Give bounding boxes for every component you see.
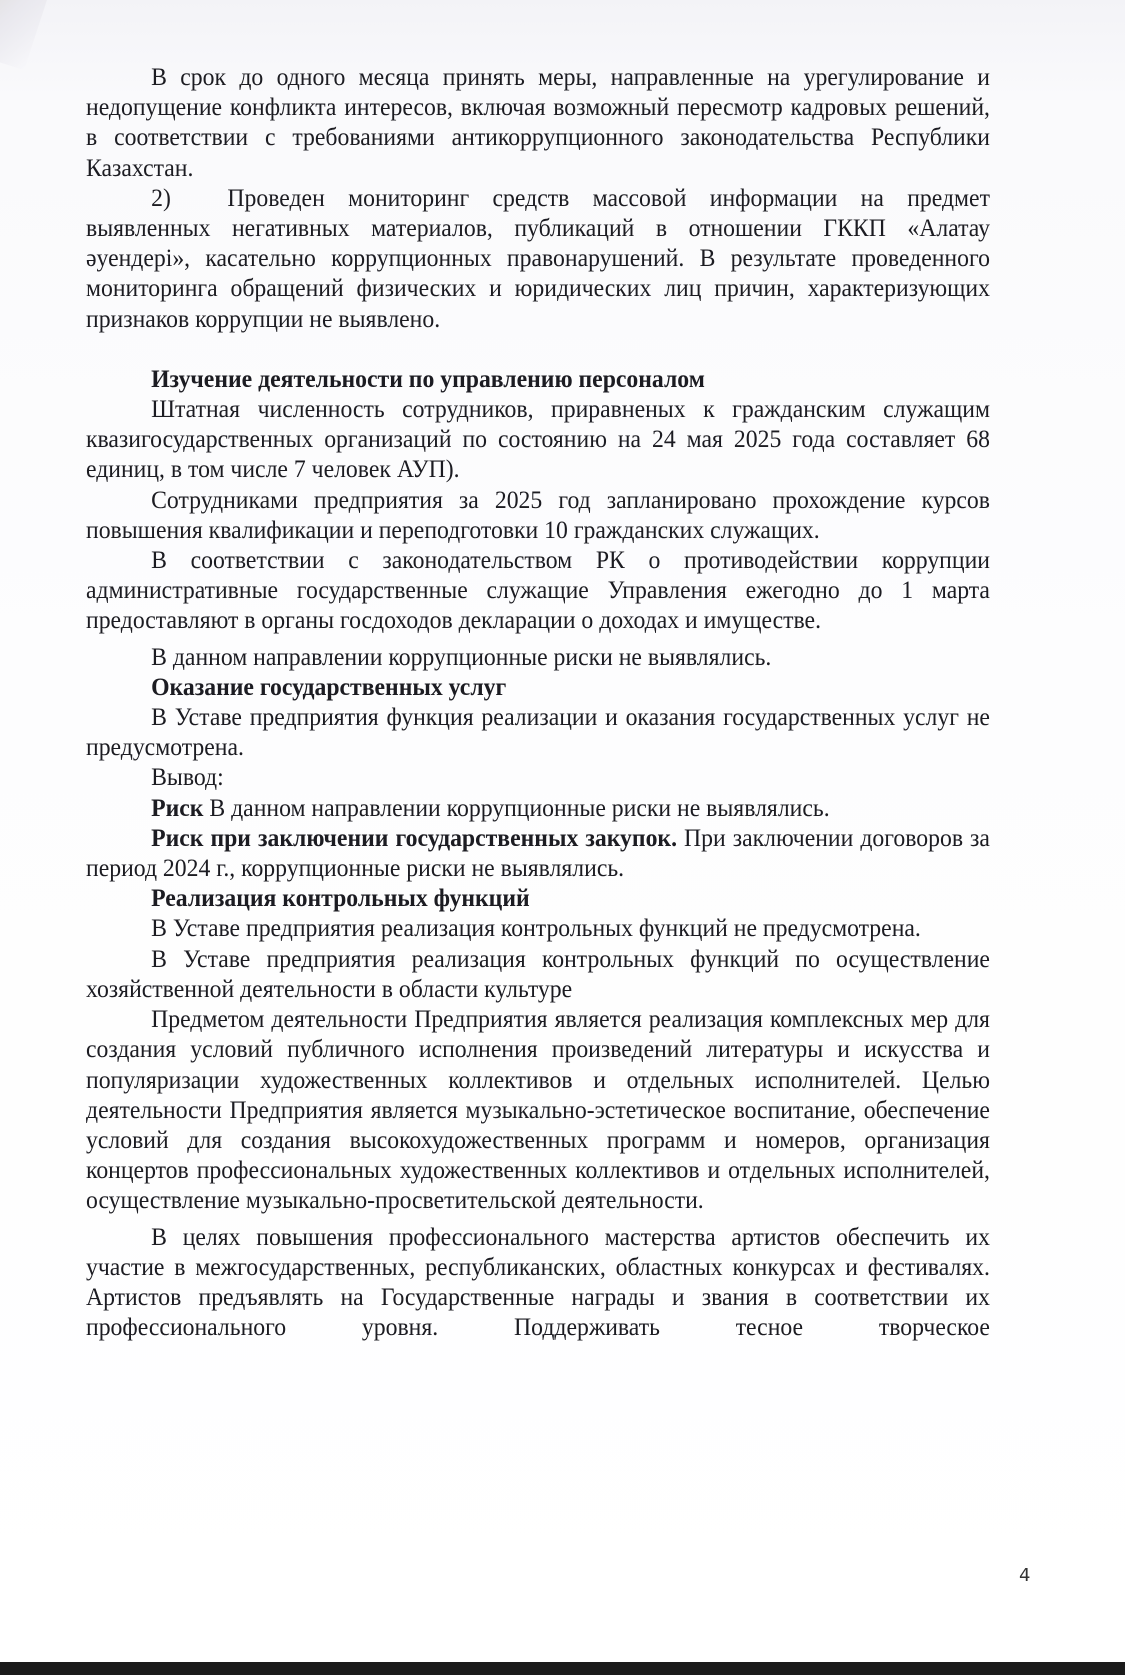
list-number: 2) xyxy=(151,182,171,212)
paragraph-procurement-risk xyxy=(86,823,990,883)
risk-none-text: В данном направлении коррупционные риски не выявлялись. xyxy=(203,792,830,822)
paragraph-staff-count: Штатная численность сотрудников, приравненых к гражданским служащим квазигосударственных организаций по состоянию на 24 мая 2025 года составляет 68 единиц, в том числе 7 человек АУП). xyxy=(86,394,990,484)
procurement-risk-text: При заключении договоров за период 2024 г., коррупционные риски не выявлялись. xyxy=(86,822,990,883)
paragraph-media-monitoring-text: Проведен мониторинг средств массовой информации на предмет выявленных негативных материалов, публикаций в отношении ГККП «Алатау әуендері», касательно коррупционных правонарушений. В результате проведенного мониторинга обращений физических и юридических лиц причин, характеризующих признаков коррупции не выявлено. xyxy=(86,182,990,333)
heading-public-services: Оказание государственных услуг xyxy=(151,671,507,701)
paragraph-conflict-measures: В срок до одного месяца принять меры, направленные на урегулирование и недопущение конфликта интересов, включая возможный пересмотр кадровых решений, в соответствии с требованиями антикоррупционного законодательства Республики Казахстан. xyxy=(86,62,990,182)
paragraph-control-not-provided: В Уставе предприятия реализация контрольных функций не предусмотрена. xyxy=(151,913,921,943)
procurement-risk-label: Риск при заключении государственных закупок. xyxy=(151,822,678,852)
page-number: 4 xyxy=(1019,1565,1031,1586)
scan-bottom-edge xyxy=(0,1662,1125,1675)
paragraph-subject-of-activity: Предметом деятельности Предприятия является реализация комплексных мер для создания условий публичного исполнения произведений литературы и искусства и популяризации художественных коллективов и отдельных исполнителей. Целью деятельности Предприятия является музыкально-эстетическое воспитание, обеспечение условий для создания высокохудожественных программ и номеров, организация концертов профессиональных художественных коллективов и отдельных исполнителей, осуществление музыкально-просветительской деятельности. xyxy=(86,1004,990,1215)
paragraph-services-charter: В Уставе предприятия функция реализации и оказания государственных услуг не предусмотрена. xyxy=(86,702,990,762)
paragraph-conclusion-label: Вывод: xyxy=(151,762,224,792)
paragraph-control-economic: В Уставе предприятия реализация контрольных функций по осуществление хозяйственной деятельности в области культуре xyxy=(86,943,990,1003)
document-body xyxy=(86,62,990,1342)
paragraph-risk-none xyxy=(86,793,990,823)
paragraph-no-risks-personnel: В данном направлении коррупционные риски не выявлялись. xyxy=(151,641,772,671)
heading-personnel-management: Изучение деятельности по управлению персоналом xyxy=(151,363,705,393)
paragraph-declarations: В соответствии с законодательством РК о противодействии коррупции административные государственные служащие Управления ежегодно до 1 марта предоставляют в органы госдоходов декларации о доходах и имуществе. xyxy=(86,545,990,635)
paragraph-training-plan: Сотрудниками предприятия за 2025 год запланировано прохождение курсов повышения квалификации и переподготовки 10 гражданских служащих. xyxy=(86,484,990,544)
page-corner-shadow xyxy=(0,0,52,70)
risk-label: Риск xyxy=(151,792,204,822)
heading-control-functions: Реализация контрольных функций xyxy=(151,883,530,913)
paragraph-media-monitoring xyxy=(86,183,990,334)
paragraph-professional-skills: В целях повышения профессионального мастерства артистов обеспечить их участие в межгосударственных, республиканских, областных конкурсах и фестивалях. Артистов предъявлять на Государственные награды и звания в соответствии их профессионального уровня. Поддерживать тесное творческое xyxy=(86,1221,990,1342)
